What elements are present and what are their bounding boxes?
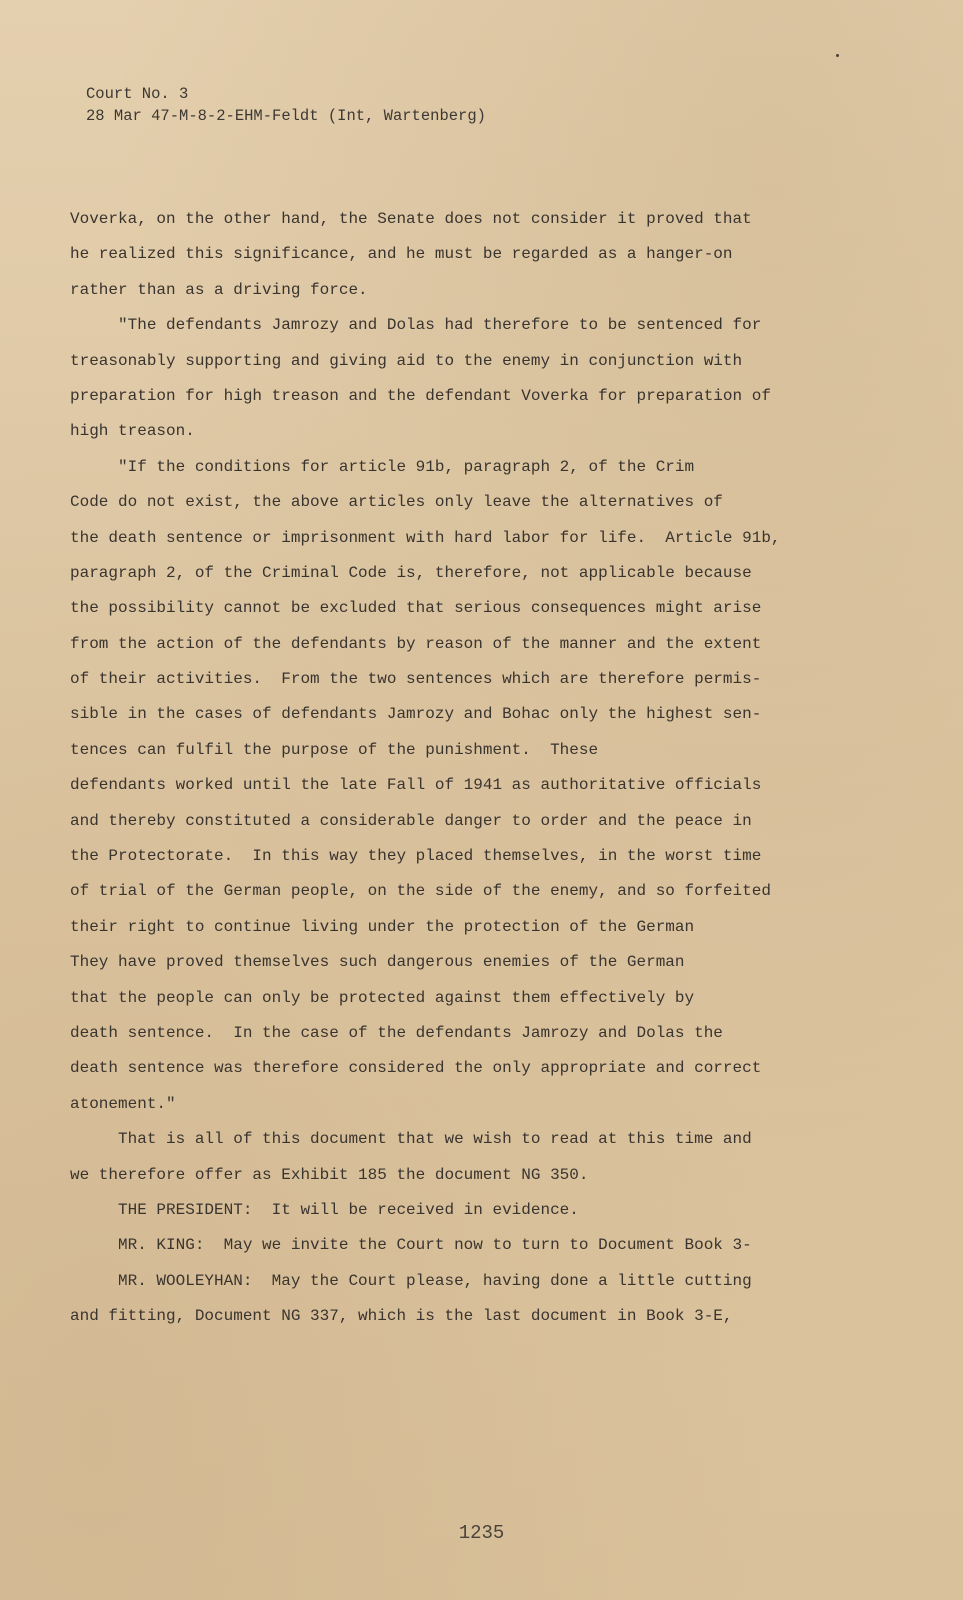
page-number: 1235 <box>458 1522 505 1544</box>
text-line: preparation for high treason and the defendant Voverka for preparation of <box>70 386 771 405</box>
text-line: "If the conditions for article 91b, paragraph 2, of the Crim <box>70 457 695 476</box>
text-line: They have proved themselves such dangerous enemies of the German <box>70 953 685 972</box>
transcript-reference: 28 Mar 47-M-8-2-EHM-Feldt (Int, Wartenberg) <box>86 107 486 125</box>
text-line: from the action of the defendants by reason of the manner and the extent <box>70 634 762 653</box>
text-line: "The defendants Jamrozy and Dolas had therefore to be sentenced for <box>70 316 762 335</box>
document-header <box>86 83 486 127</box>
text-line: he realized this significance, and he must be regarded as a hanger-on <box>70 245 733 264</box>
text-line: high treason. <box>70 422 195 441</box>
text-line: death sentence was therefore considered the only appropriate and correct <box>70 1059 762 1078</box>
court-number: Court No. 3 <box>86 85 189 103</box>
text-line: and thereby constituted a considerable danger to order and the peace in <box>70 811 752 830</box>
text-line: we therefore offer as Exhibit 185 the document NG 350. <box>70 1165 589 1184</box>
text-line: Code do not exist, the above articles only leave the alternatives of <box>70 493 723 512</box>
text-line: rather than as a driving force. <box>70 280 368 299</box>
text-line: the Protectorate. In this way they placed themselves, in the worst time <box>70 847 762 866</box>
text-line: THE PRESIDENT: It will be received in evidence. <box>70 1200 579 1219</box>
text-line: atonement." <box>70 1094 176 1113</box>
text-line: of their activities. From the two sentences which are therefore permis- <box>70 670 762 689</box>
text-line: MR. WOOLEYHAN: May the Court please, having done a little cutting <box>70 1271 752 1290</box>
text-line: Voverka, on the other hand, the Senate does not consider it proved that <box>70 210 752 228</box>
text-line: the possibility cannot be excluded that serious consequences might arise <box>70 599 762 618</box>
text-line: that the people can only be protected against them effectively by <box>70 988 695 1007</box>
paper-speck <box>836 54 839 57</box>
text-line: tences can fulfil the purpose of the punishment. These <box>70 740 599 759</box>
transcript-body <box>70 202 930 1335</box>
text-line: That is all of this document that we wish to read at this time and <box>70 1130 752 1149</box>
text-line: of trial of the German people, on the side of the enemy, and so forfeited <box>70 882 771 901</box>
text-line: sible in the cases of defendants Jamrozy and Bohac only the highest sen- <box>70 705 762 724</box>
text-line: and fitting, Document NG 337, which is the last document in Book 3-E, <box>70 1307 733 1326</box>
text-line: MR. KING: May we invite the Court now to turn to Document Book 3- <box>70 1236 752 1255</box>
text-line: the death sentence or imprisonment with hard labor for life. Article 91b, <box>70 528 781 547</box>
text-line: defendants worked until the late Fall of 1941 as authoritative officials <box>70 776 762 795</box>
text-line: their right to continue living under the protection of the German <box>70 917 695 936</box>
text-line: paragraph 2, of the Criminal Code is, therefore, not applicable because <box>70 563 752 582</box>
text-line: treasonably supporting and giving aid to the enemy in conjunction with <box>70 351 743 370</box>
text-line: death sentence. In the case of the defendants Jamrozy and Dolas the <box>70 1023 723 1042</box>
